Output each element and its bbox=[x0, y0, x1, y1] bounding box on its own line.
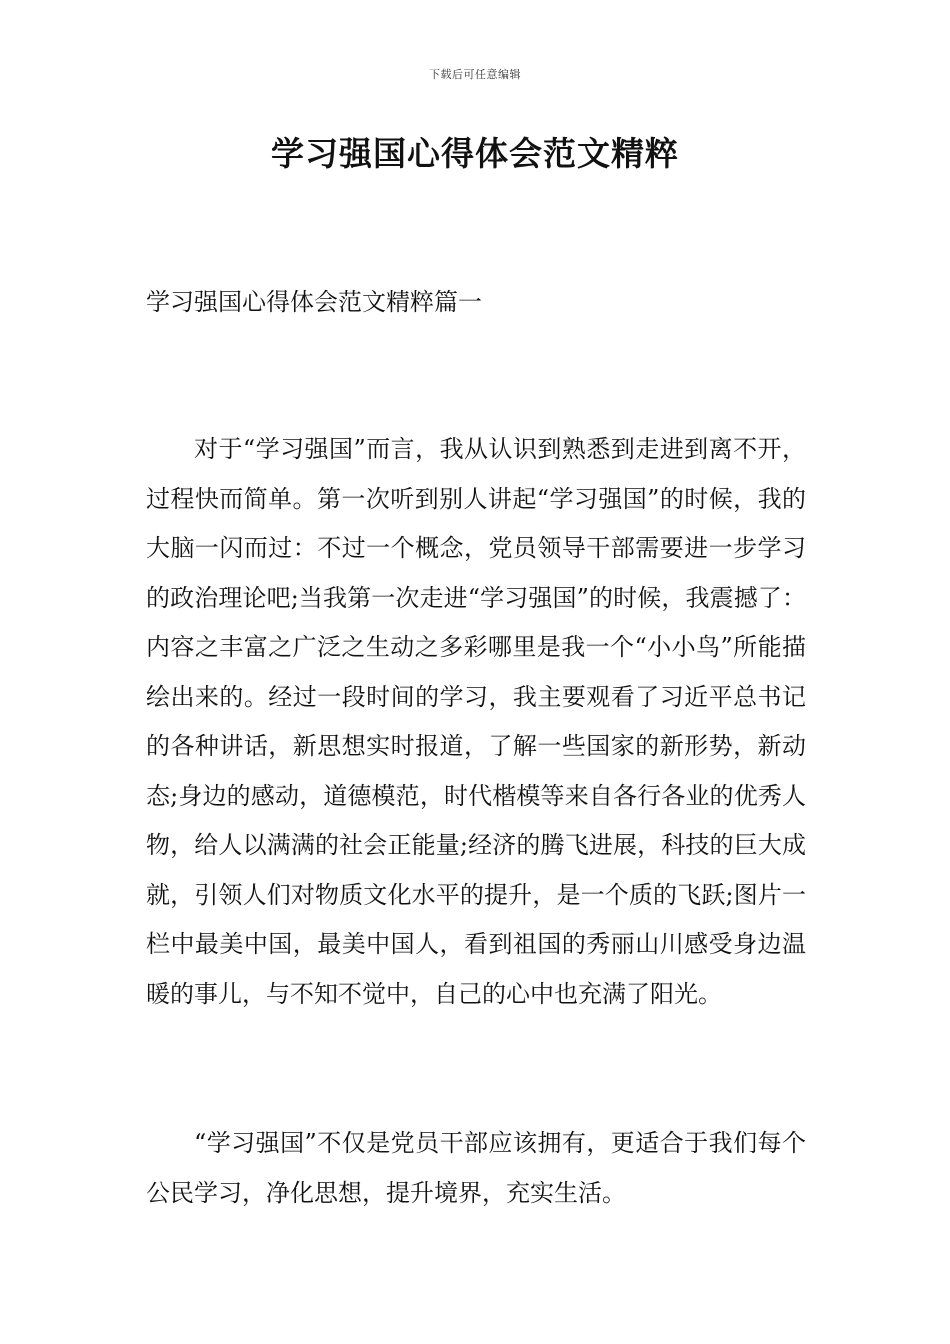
body-paragraph: 对于“学习强国”而言，我从认识到熟悉到走进到离不开，过程快而简单。第一次听到别人讲起“学习强国”的时候，我的大脑一闪而过：不过一个概念，党员领导干部需要进一步学习的政治理论吧;当我第一次走进“学习强国”的时候，我震撼了：内容之丰富之广泛之生动之多彩哪里是我一个“小小鸟”所能描绘出来的。经过一段时间的学习，我主要观看了习近平总书记的各种讲话，新思想实时报道，了解一些国家的新形势，新动态;身边的感动，道德模范，时代楷模等来自各行各业的优秀人物，给人以满满的社会正能量;经济的腾飞进展，科技的巨大成就，引领人们对物质文化水平的提升，是一个质的飞跃;图片一栏中最美中国，最美中国人，看到祖国的秀丽山川感受身边温暖的事儿，与不知不觉中，自己的心中也充满了阳光。 bbox=[146, 435, 806, 1008]
body-paragraph: “学习强国”不仅是党员干部应该拥有，更适合于我们每个公民学习，净化思想，提升境界，充实生活。 bbox=[146, 1129, 806, 1207]
header-note: 下载后可任意编辑 bbox=[429, 68, 521, 81]
document-title: 学习强国心得体会范文精粹 bbox=[271, 134, 679, 173]
section-heading: 学习强国心得体会范文精粹篇一 bbox=[146, 288, 482, 316]
